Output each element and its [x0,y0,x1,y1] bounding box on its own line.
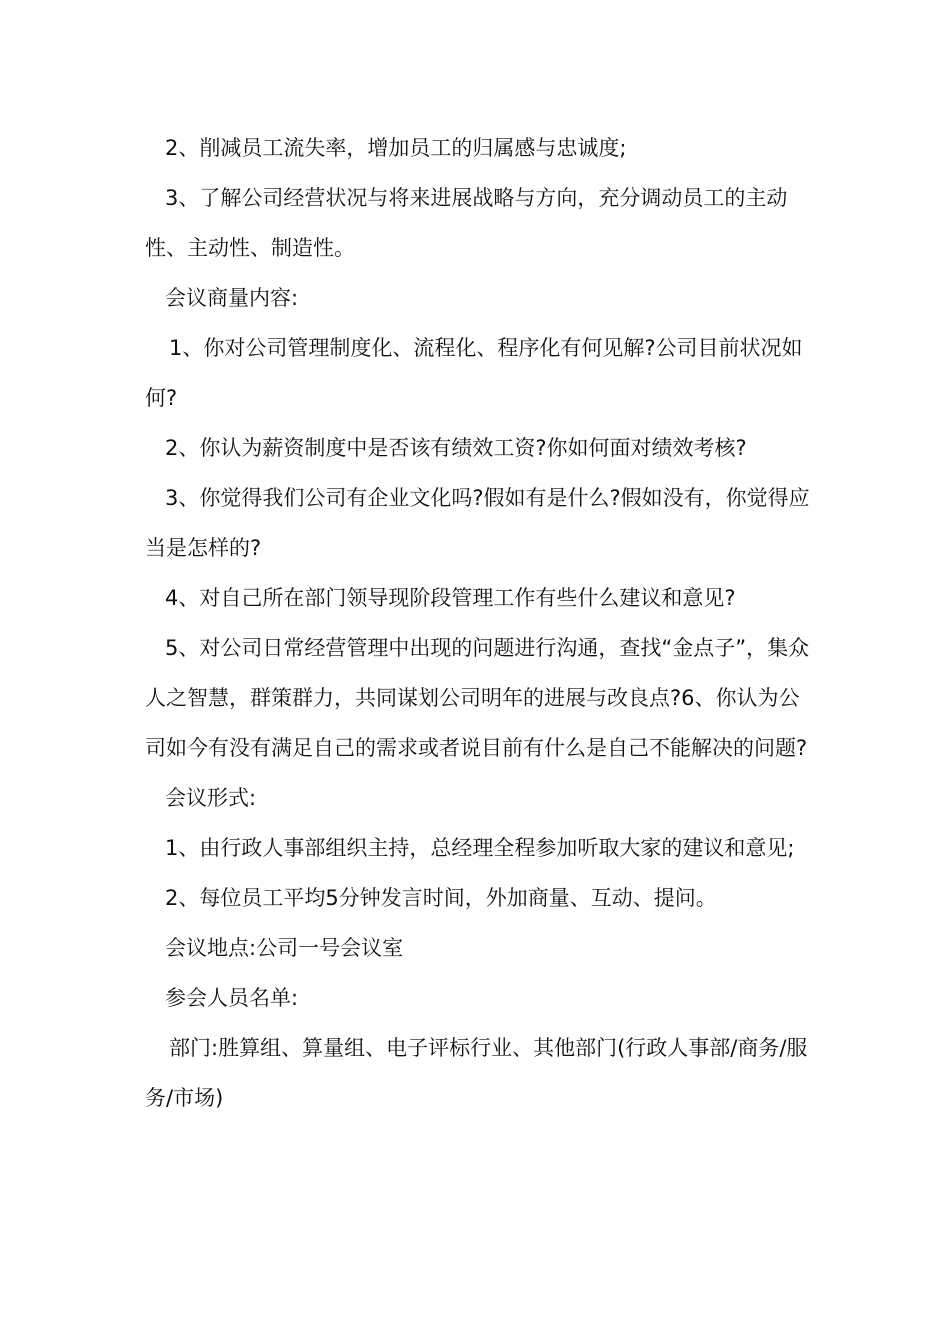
heading-discussion-content: 会议商量内容: [165,286,299,310]
paragraph-question-5-6: 5、对公司日常经营管理中出现的问题进行沟通，查找“金点子”，集众人之智慧，群策群力，共同谋划公司明年的进展与改良点?6、你认为公司如今有没有满足自己的需求或者说目前有什么是自己不能解决的问题? [145,636,810,760]
paragraph-format-2: 2、每位员工平均5分钟发言时间，外加商量、互动、提问。 [165,886,717,910]
paragraph-meeting-location: 会议地点:公司一号会议室 [165,936,404,960]
heading-attendee-list: 参会人员名单: [165,986,299,1010]
paragraph-question-2: 2、你认为薪资制度中是否该有绩效工资?你如何面对绩效考核? [165,436,747,460]
paragraph-departments: 部门:胜算组、算量组、电子评标行业、其他部门(行政人事部/商务/服务/市场) [145,1036,808,1110]
document-body [145,123,810,1123]
paragraph-goal-2: 2、削减员工流失率，增加员工的归属感与忠诚度; [165,136,627,160]
paragraph-question-4: 4、对自己所在部门领导现阶段管理工作有些什么建议和意见? [165,586,736,610]
paragraph-question-1: 1、你对公司管理制度化、流程化、程序化有何见解?公司目前状况如何? [145,336,803,410]
paragraph-goal-3: 3、了解公司经营状况与将来进展战略与方向，充分调动员工的主动性、主动性、制造性。 [145,186,788,260]
heading-meeting-format: 会议形式: [165,786,257,810]
paragraph-question-3: 3、你觉得我们公司有企业文化吗?假如有是什么?假如没有，你觉得应当是怎样的? [145,486,810,560]
paragraph-format-1: 1、由行政人事部组织主持，总经理全程参加听取大家的建议和意见; [165,836,795,860]
